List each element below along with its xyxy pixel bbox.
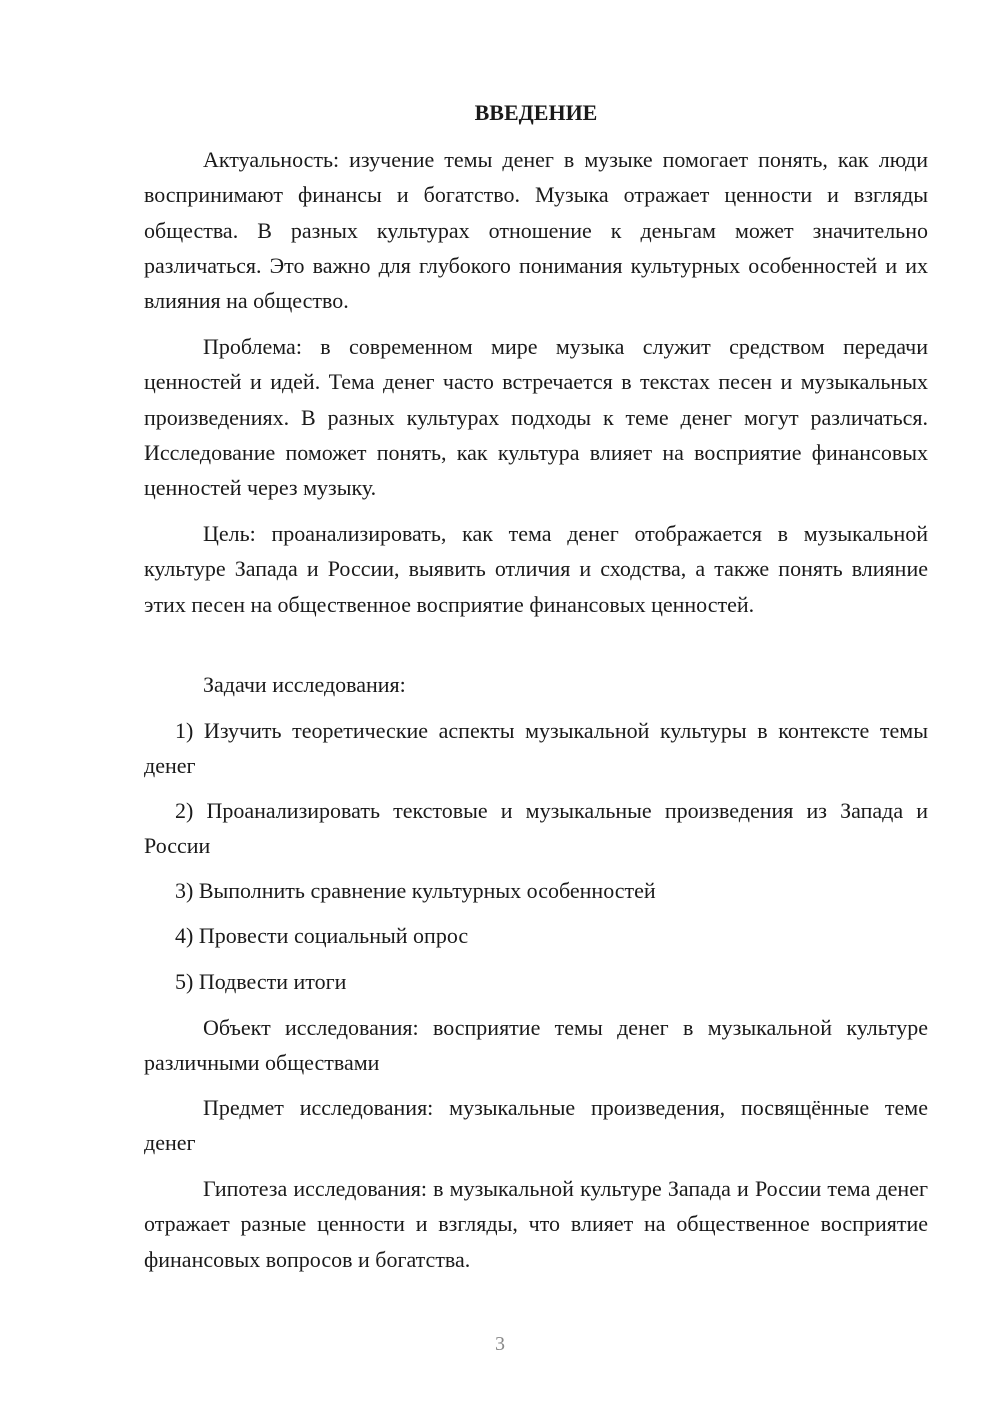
paragraph-goal: Цель: проанализировать, как тема денег отображается в музыкальной культуре Запада и России, выявить отличия и сходства, а также понять влияние этих песен на общественное восприятие финансовых ценностей. [144,521,928,617]
task-item-1: 1) Изучить теоретические аспекты музыкальной культуры в контексте темы денег [144,718,928,779]
paragraph-tasks-heading: Задачи исследования: [203,672,406,697]
paragraph-problem: Проблема: в современном мире музыка служит средством передачи ценностей и идей. Тема денег часто встречается в текстах песен и музыкальных произведениях. В разных культурах подходы к теме денег могут различаться. Исследование поможет понять, как культура влияет на восприятие финансовых ценностей через музыку. [144,334,928,501]
task-item-4: 4) Провести социальный опрос [175,923,469,948]
page-number: 3 [495,1333,505,1355]
task-item-3: 3) Выполнить сравнение культурных особенностей [175,878,656,903]
paragraph-hypothesis: Гипотеза исследования: в музыкальной культуре Запада и России тема денег отражает разные ценности и взгляды, что влияет на общественное восприятие финансовых вопросов и богатства. [144,1176,928,1272]
task-item-5: 5) Подвести итоги [175,969,347,994]
section-title: ВВЕДЕНИЕ [474,100,598,125]
paragraph-subject: Предмет исследования: музыкальные произведения, посвящённые теме денег [144,1095,928,1156]
paragraph-object: Объект исследования: восприятие темы денег в музыкальной культуре различными обществами [144,1015,928,1076]
task-item-2: 2) Проанализировать текстовые и музыкальные произведения из Запада и России [144,798,928,859]
paragraph-relevance: Актуальность: изучение темы денег в музыке помогает понять, как люди воспринимают финансы и богатство. Музыка отражает ценности и взгляды общества. В разных культурах отношение к деньгам может значительно различаться. Это важно для глубокого понимания культурных особенностей и их влияния на общество. [144,147,928,314]
